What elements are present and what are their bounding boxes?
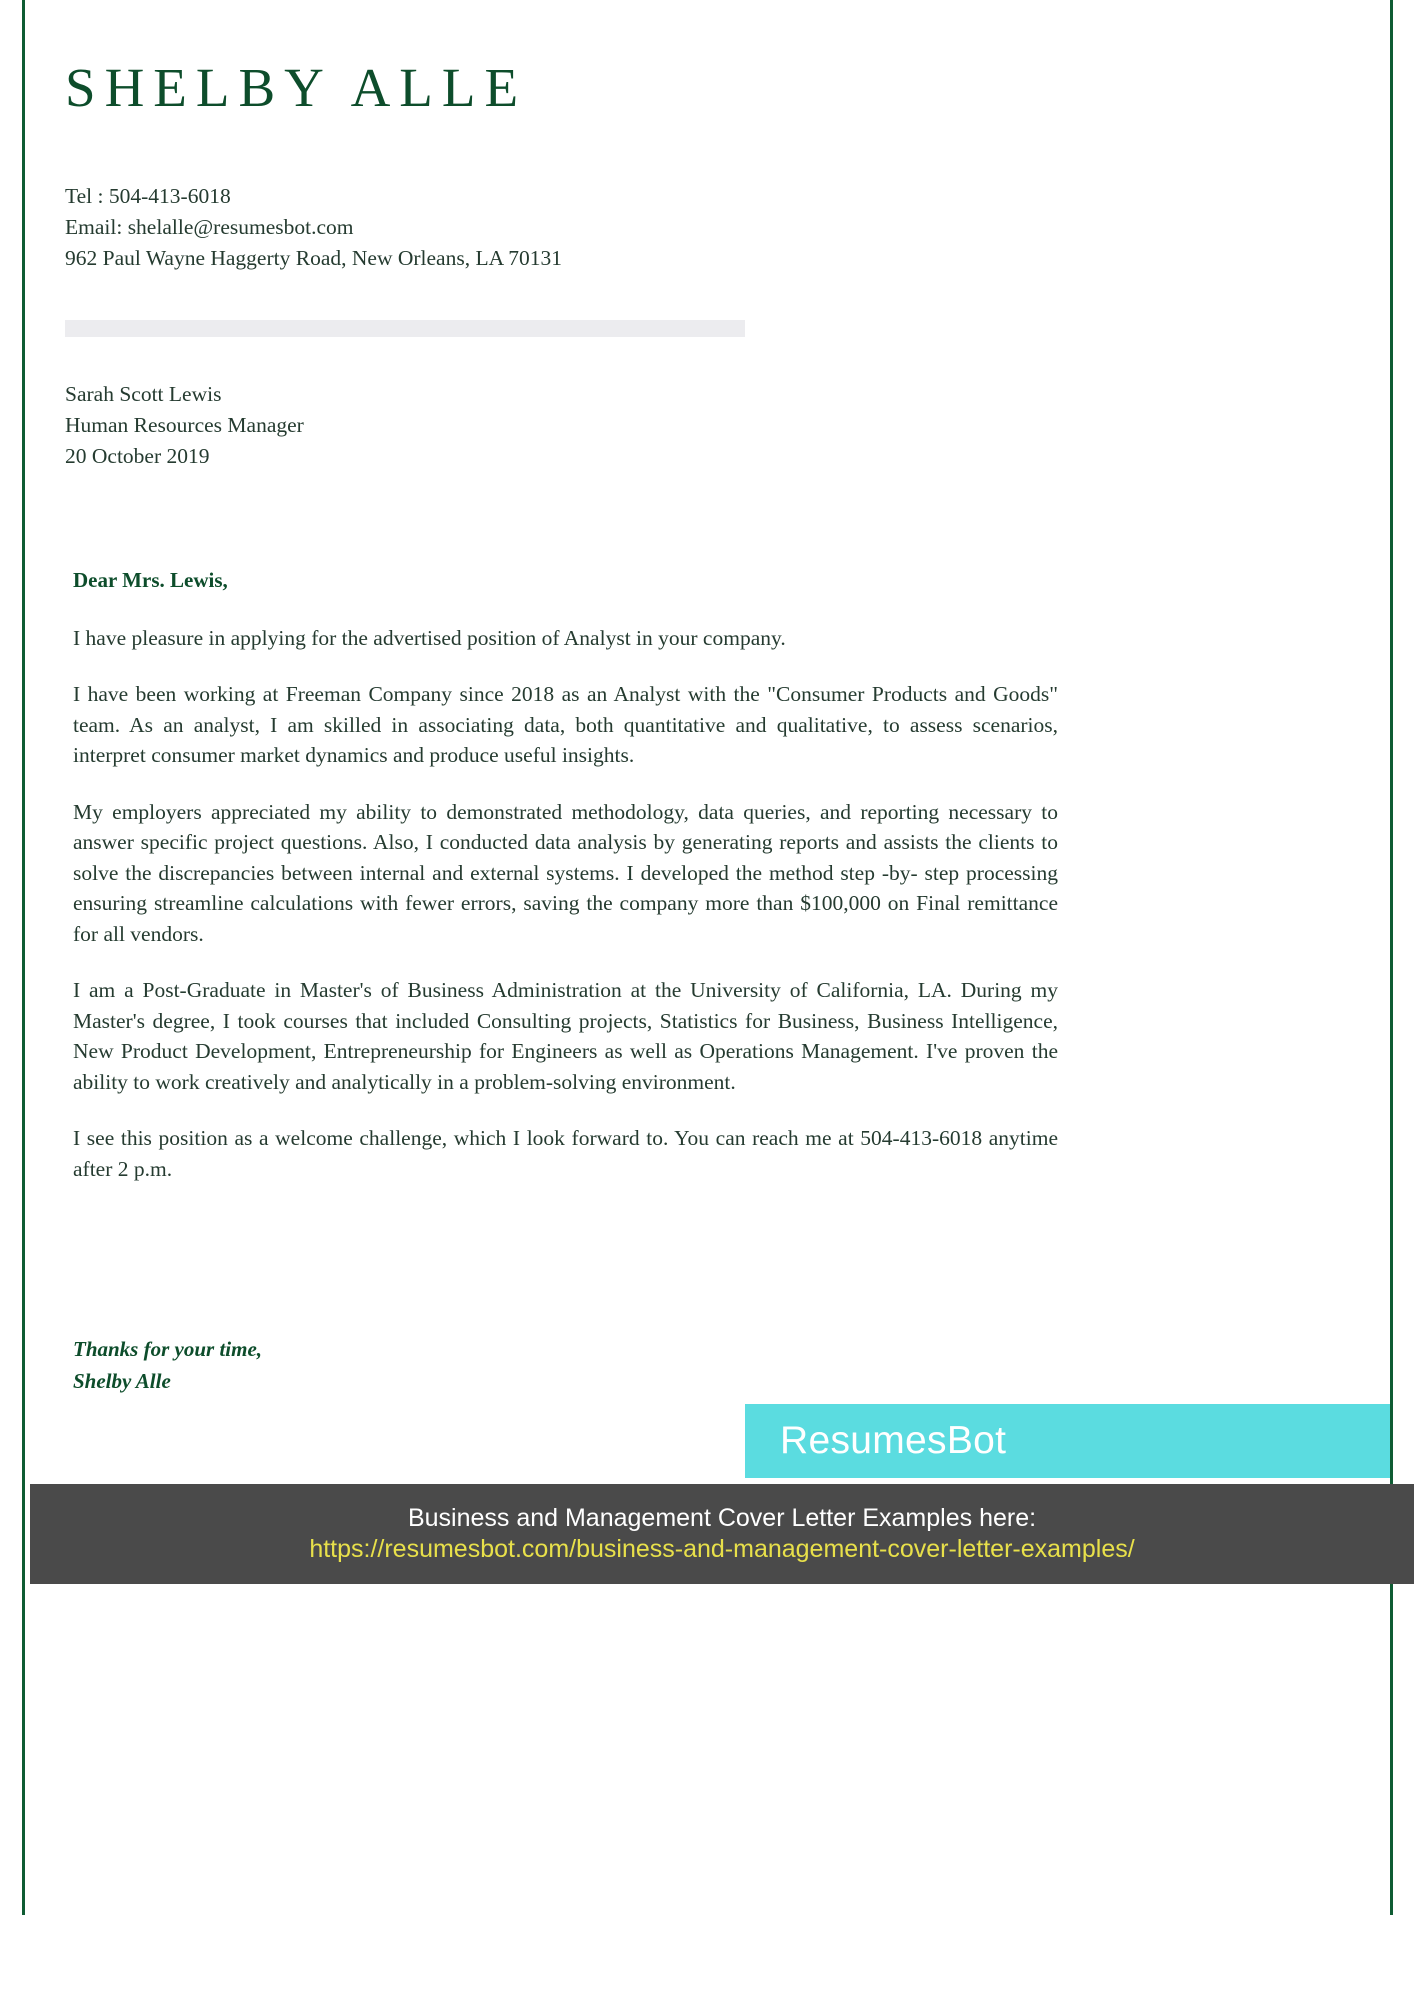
- page-title: SHELBY ALLE: [65, 57, 528, 118]
- resumesbot-brand-badge: [745, 1404, 1390, 1478]
- body-paragraph: I see this position as a welcome challenge, which I look forward to. You can reach me at 504-413-6018 anytime after 2 p.m.: [73, 1126, 1058, 1181]
- contact-block: [65, 181, 1356, 275]
- recipient-name: Sarah Scott Lewis: [65, 381, 222, 406]
- contact-email: Email: shelalle@resumesbot.com: [65, 214, 354, 239]
- body-paragraph: I have been working at Freeman Company since 2018 as an Analyst with the "Consumer Products and Goods" team. As an analyst, I am skilled in associating data, both quantitative and qualitative, to assess scenarios, interpret consumer market dynamics and produce useful insights.: [73, 682, 1058, 768]
- body-paragraph: I have pleasure in applying for the advertised position of Analyst in your company.: [73, 625, 786, 650]
- contact-phone: Tel : 504-413-6018: [65, 183, 231, 208]
- recipient-block: [65, 379, 1356, 473]
- body-paragraph: I am a Post-Graduate in Master's of Business Administration at the University of California, LA. During my Master's degree, I took courses that included Consulting projects, Statistics for Business, Business Intelligence, New Product Development, Entrepreneurship for Engineers as well as Operations Management. I've proven the ability to work creatively and analytically in a problem-solving environment.: [73, 978, 1058, 1094]
- letter-date: 20 October 2019: [65, 444, 210, 469]
- closing-block: [73, 1334, 1356, 1397]
- salutation: Dear Mrs. Lewis,: [73, 567, 228, 592]
- section-divider: [65, 320, 745, 337]
- footer-title: Business and Management Cover Letter Examples here:: [407, 1503, 1037, 1532]
- signature-name: Shelby Alle: [73, 1368, 171, 1393]
- closing-line: Thanks for your time,: [73, 1337, 263, 1362]
- footer-url-link[interactable]: https://resumesbot.com/business-and-management-cover-letter-examples/: [309, 1535, 1135, 1563]
- recipient-title: Human Resources Manager: [65, 413, 304, 437]
- footer-bar: [30, 1484, 1414, 1584]
- body-paragraph: My employers appreciated my ability to demonstrated methodology, data queries, and reporting necessary to answer specific project questions. Also, I conducted data analysis by generating reports and assists the clients to solve the discrepancies between internal and external systems. I developed the method step -by- step processing ensuring streamline calculations with fewer errors, saving the company more than $100,000 on Final remittance for all vendors.: [73, 799, 1058, 946]
- contact-address: 962 Paul Wayne Haggerty Road, New Orleans, LA 70131: [65, 246, 563, 271]
- brand-badge-label: ResumesBot: [780, 1419, 1007, 1462]
- letter-body: [73, 623, 1058, 1185]
